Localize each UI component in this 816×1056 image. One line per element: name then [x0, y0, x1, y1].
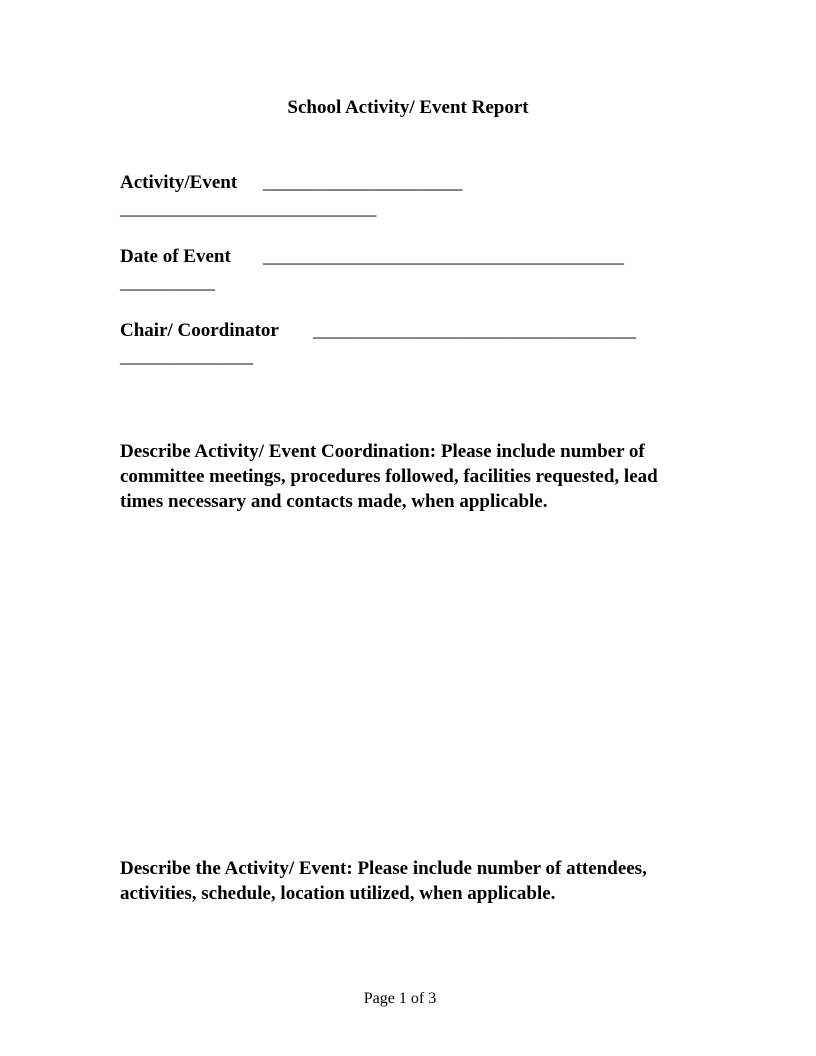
- coordination-instructions: Describe Activity/ Event Coordination: Please include number of committee meetings, procedures followed, facilities requested, lead times necessary and contacts made, when applicable.: [120, 441, 658, 512]
- activity-event-field: [120, 170, 463, 222]
- chair-coordinator-label: Chair/ Coordinator: [120, 320, 279, 341]
- chair-coordinator-blank-line-2[interactable]: ______________: [120, 346, 253, 367]
- date-of-event-label: Date of Event: [120, 246, 231, 267]
- activity-event-blank-line-2[interactable]: ___________________________: [120, 198, 377, 219]
- date-of-event-blank-line-2[interactable]: __________: [120, 272, 215, 293]
- page-number: Page 1 of 3: [363, 990, 437, 1007]
- date-of-event-field: [120, 244, 624, 296]
- chair-coordinator-blank-line-1[interactable]: __________________________________: [313, 320, 636, 341]
- page-title: School Activity/ Event Report: [287, 97, 529, 118]
- activity-event-label: Activity/Event: [120, 172, 238, 193]
- date-of-event-blank-line-1[interactable]: ______________________________________: [263, 246, 624, 267]
- chair-coordinator-field: [120, 318, 636, 370]
- event-description-instructions: Describe the Activity/ Event: Please include number of attendees, activities, schedule, location utilized, when applicable.: [120, 858, 647, 904]
- activity-event-blank-line-1[interactable]: _____________________: [263, 172, 463, 193]
